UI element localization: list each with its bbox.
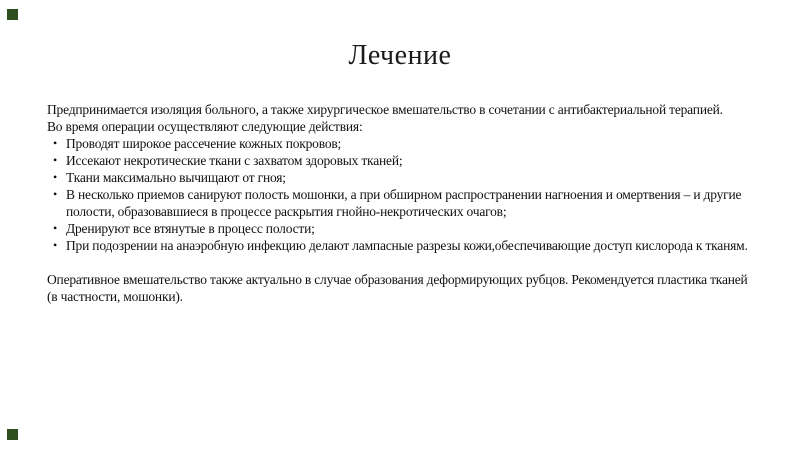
bullet-marker: • <box>53 238 58 252</box>
corner-accent-top-square <box>7 9 18 20</box>
list-item <box>47 220 755 237</box>
list-item-text: При подозрении на анаэробную инфекцию делают лампасные разрезы кожи,обеспечивающие доступ кислорода к тканям. <box>66 238 748 253</box>
list-item <box>47 169 755 186</box>
list-item-text: В несколько приемов санируют полость мошонки, а при обширном распространении нагноения и омертвения – и другие полости, образовавшиеся в процессе раскрытия гнойно-некротических очагов; <box>66 187 742 219</box>
bullet-marker: • <box>53 187 58 201</box>
slide-title: Лечение <box>348 40 452 71</box>
list-item-text: Проводят широкое рассечение кожных покровов; <box>66 136 342 151</box>
outro-paragraph: Оперативное вмешательство также актуально в случае образования деформирующих рубцов. Рекомендуется пластика тканей (в частности, мошонки). <box>47 272 748 304</box>
list-item <box>47 152 755 169</box>
bullet-marker: • <box>53 136 58 150</box>
list-item-text: Иссекают некротические ткани с захватом здоровых тканей; <box>66 153 403 168</box>
list-item-text: Дренируют все втянутые в процесс полости; <box>66 221 315 236</box>
intro-paragraph: Предпринимается изоляция больного, а также хирургическое вмешательство в сочетании с антибактериальной терапией. <box>47 102 723 117</box>
bullet-marker: • <box>53 221 58 235</box>
treatment-steps-list <box>47 135 755 254</box>
slide-body <box>47 101 755 305</box>
corner-accent-bottom-square <box>7 429 18 440</box>
list-item-text: Ткани максимально вычищают от гноя; <box>66 170 286 185</box>
list-item <box>47 135 755 152</box>
list-item <box>47 186 755 220</box>
bullet-marker: • <box>53 170 58 184</box>
bullet-marker: • <box>53 153 58 167</box>
lead-in-paragraph: Во время операции осуществляют следующие действия: <box>47 119 363 134</box>
list-item <box>47 237 755 254</box>
